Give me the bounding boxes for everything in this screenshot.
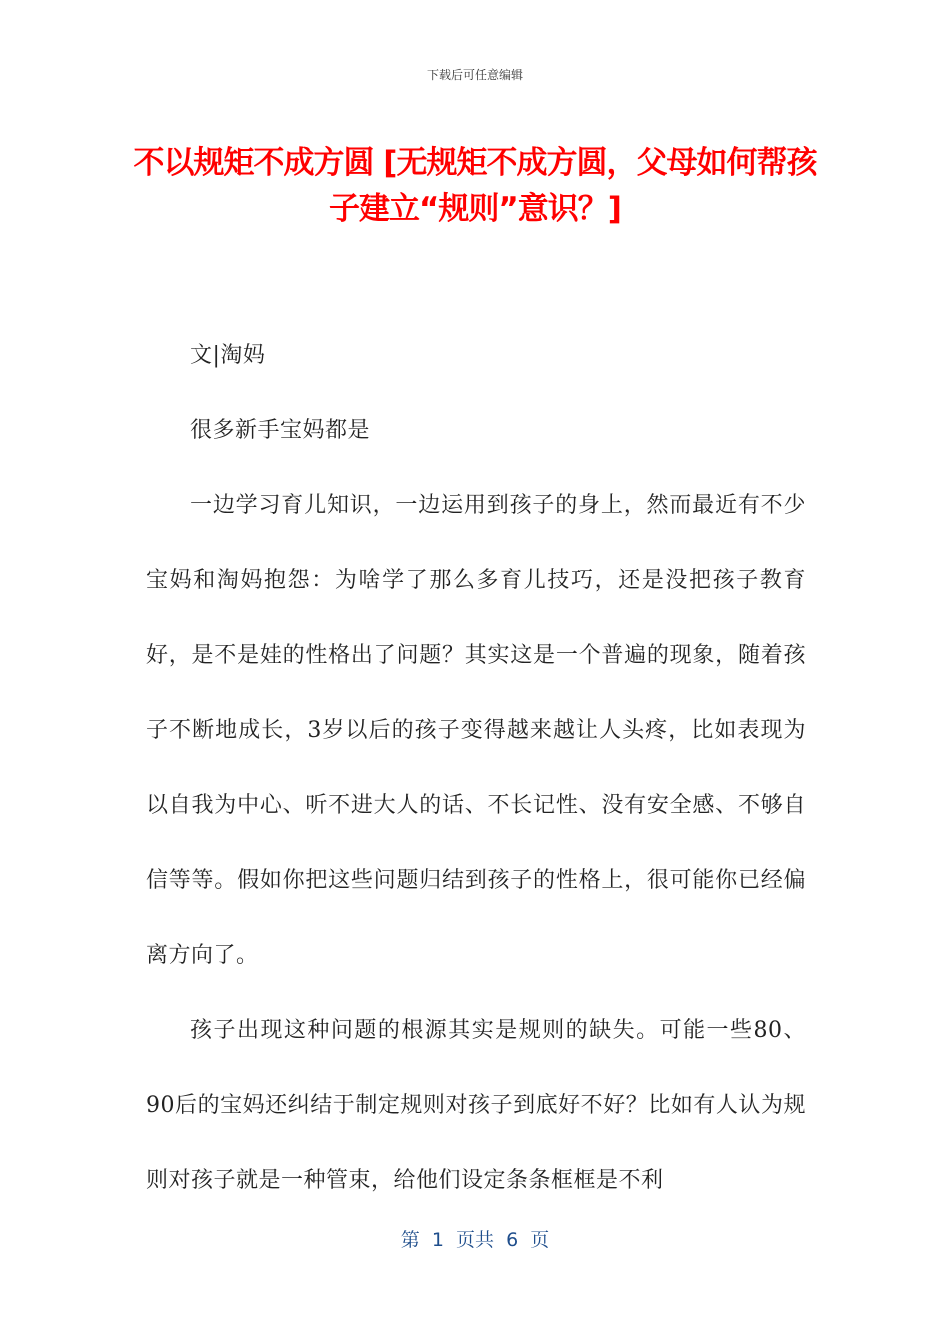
paragraph-2: 一边学习育儿知识，一边运用到孩子的身上，然而最近有不少宝妈和淘妈抱怨：为啥学了那么多育儿技巧，还是没把孩子教育好，是不是娃的性格出了问题？其实这是一个普遍的现象，随着孩子不断地成长，3岁以后的孩子变得越来越让人头疼，比如表现为以自我为中心、听不进大人的话、不长记性、没有安全感、不够自信等等。假如你把这些问题归结到孩子的性格上，很可能你已经偏离方向了。 <box>146 493 806 968</box>
paragraph-1: 很多新手宝妈都是 <box>190 418 371 443</box>
byline: 文|淘妈 <box>190 343 266 368</box>
document-body <box>146 318 806 1218</box>
paragraph-3: 孩子出现这种问题的根源其实是规则的缺失。可能一些80、90后的宝妈还纠结于制定规则对孩子到底好不好？比如有人认为规则对孩子就是一种管束，给他们设定条条框框是不利 <box>146 1018 806 1193</box>
document-title: 不以规矩不成方圆 [无规矩不成方圆，父母如何帮孩子建立“规则”意识？] <box>133 145 817 227</box>
page-number: 第 1 页共 6 页 <box>400 1229 550 1251</box>
header-note: 下载后可任意编辑 <box>426 68 523 82</box>
